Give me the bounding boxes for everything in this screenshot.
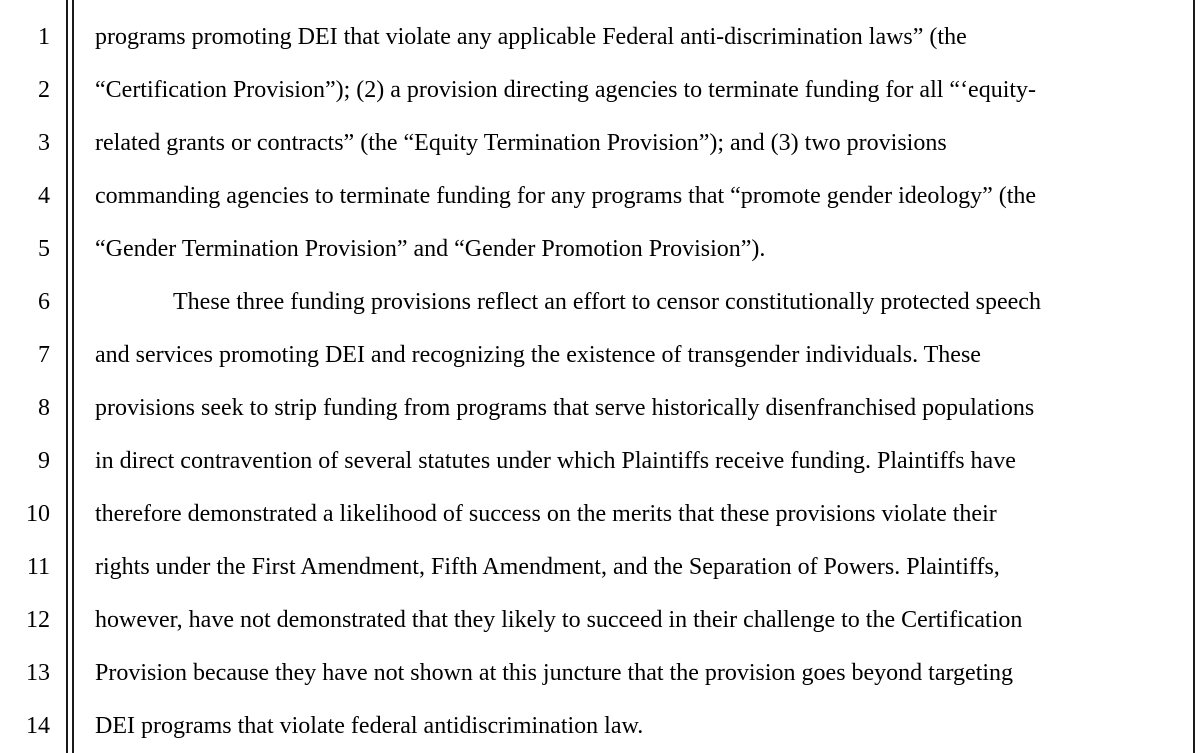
text-line: and services promoting DEI and recognizing the existence of transgender individuals. These — [95, 342, 981, 368]
line-number: 11 — [26, 554, 50, 580]
text-line: related grants or contracts” (the “Equity Termination Provision”); and (3) two provisions — [95, 130, 947, 156]
text-line: rights under the First Amendment, Fifth Amendment, and the Separation of Powers. Plaintiffs, — [95, 554, 1000, 580]
margin-rule-left-outer — [66, 0, 68, 753]
text-line: “Gender Termination Provision” and “Gender Promotion Provision”). — [95, 236, 766, 262]
line-number: 12 — [26, 607, 50, 633]
text-line: “Certification Provision”); (2) a provision directing agencies to terminate funding for all “‘equity- — [95, 77, 1037, 103]
line-number: 4 — [38, 183, 50, 209]
text-line: in direct contravention of several statutes under which Plaintiffs receive funding. Plaintiffs have — [95, 448, 1016, 474]
text-line: provisions seek to strip funding from programs that serve historically disenfranchised populations — [95, 395, 1035, 421]
margin-rule-left-inner — [72, 0, 74, 753]
text-line: however, have not demonstrated that they likely to succeed in their challenge to the Certification — [95, 607, 1023, 633]
paragraph-first-line: These three funding provisions reflect an effort to censor constitutionally protected speech — [173, 289, 1041, 315]
line-number: 8 — [38, 395, 50, 421]
line-number: 7 — [38, 342, 50, 368]
line-number: 6 — [38, 289, 50, 315]
line-number: 3 — [38, 130, 50, 156]
line-number: 10 — [26, 501, 50, 527]
line-number: 1 — [38, 24, 50, 50]
line-number: 9 — [38, 448, 50, 474]
text-line: Provision because they have not shown at this juncture that the provision goes beyond targeting — [95, 660, 1014, 686]
margin-rule-right — [1193, 0, 1195, 753]
line-number: 13 — [26, 660, 50, 686]
text-line: commanding agencies to terminate funding for any programs that “promote gender ideology” (the — [95, 183, 1037, 209]
line-number: 2 — [38, 77, 50, 103]
line-number: 5 — [38, 236, 50, 262]
text-line: DEI programs that violate federal antidiscrimination law. — [95, 713, 644, 739]
text-line: therefore demonstrated a likelihood of success on the merits that these provisions violate their — [95, 501, 997, 527]
line-number: 14 — [26, 713, 50, 739]
text-line: programs promoting DEI that violate any applicable Federal anti-discrimination laws” (the — [95, 24, 967, 50]
